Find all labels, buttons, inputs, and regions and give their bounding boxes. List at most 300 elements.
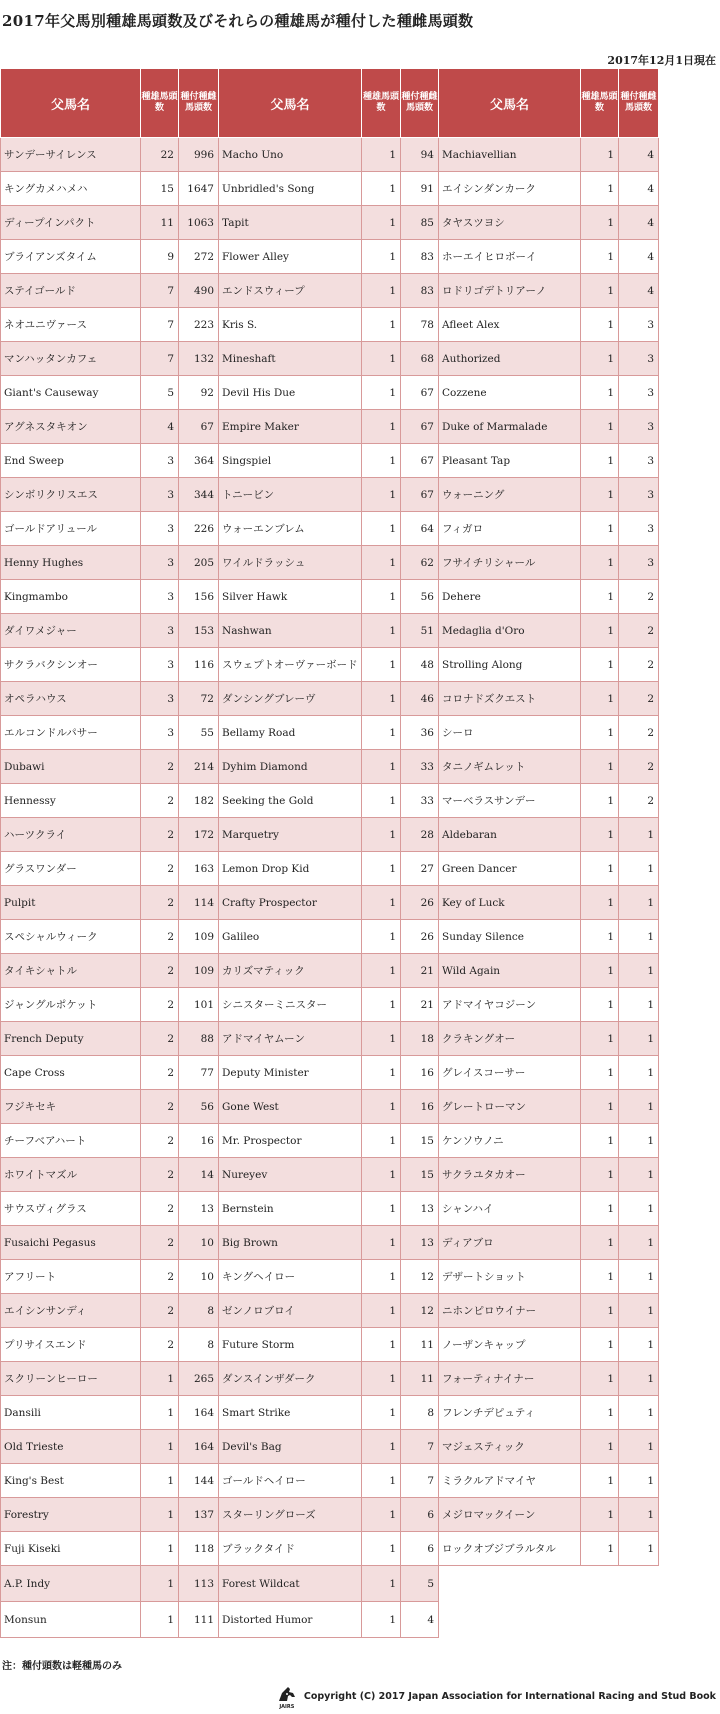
mares-bred-cell: 1 xyxy=(619,1396,659,1430)
mares-bred-cell: 27 xyxy=(401,852,439,886)
mares-bred-cell: 1 xyxy=(619,818,659,852)
stallion-count-cell: 1 xyxy=(362,1328,401,1362)
copyright-text: Copyright (C) 2017 Japan Association for International Racing and Stud Book xyxy=(303,1690,716,1702)
mares-bred-cell: 205 xyxy=(179,546,219,580)
mares-bred-cell: 265 xyxy=(179,1362,219,1396)
mares-bred-cell: 13 xyxy=(401,1192,439,1226)
mares-bred-cell: 85 xyxy=(401,206,439,240)
sire-name-cell: Galileo xyxy=(219,920,362,954)
table-row xyxy=(439,1532,659,1566)
stallion-count-cell: 1 xyxy=(141,1566,179,1602)
mares-bred-cell: 2 xyxy=(619,614,659,648)
stallion-count-cell: 1 xyxy=(581,580,619,614)
stallion-count-cell: 1 xyxy=(362,784,401,818)
stallion-count-cell: 1 xyxy=(581,1464,619,1498)
table-row xyxy=(439,1260,659,1294)
mares-bred-cell: 4 xyxy=(619,138,659,172)
table-row xyxy=(219,1328,439,1362)
mares-bred-cell: 10 xyxy=(179,1226,219,1260)
header-stallion-count: 種雄馬頭数 xyxy=(581,69,619,138)
stallion-count-cell: 3 xyxy=(141,648,179,682)
stallion-count-cell: 9 xyxy=(141,240,179,274)
table-row xyxy=(439,1464,659,1498)
sire-name-cell: シャンハイ xyxy=(439,1192,581,1226)
mares-bred-cell: 62 xyxy=(401,546,439,580)
logo-text: JAIRS xyxy=(279,1704,295,1710)
mares-bred-cell: 214 xyxy=(179,750,219,784)
table-row xyxy=(1,1056,219,1090)
sire-name-cell: A.P. Indy xyxy=(1,1566,141,1602)
table-row xyxy=(1,1294,219,1328)
sire-name-cell: エイシンダンカーク xyxy=(439,172,581,206)
mares-bred-cell: 109 xyxy=(179,920,219,954)
sire-name-cell: シニスターミニスター xyxy=(219,988,362,1022)
stallion-count-cell: 22 xyxy=(141,138,179,172)
sire-name-cell: Big Brown xyxy=(219,1226,362,1260)
table-row xyxy=(219,614,439,648)
stallion-count-cell: 3 xyxy=(141,580,179,614)
stallion-count-cell: 2 xyxy=(141,920,179,954)
stallion-count-cell: 2 xyxy=(141,886,179,920)
sire-name-cell: クラキングオー xyxy=(439,1022,581,1056)
sire-name-cell: フィガロ xyxy=(439,512,581,546)
stallion-count-cell: 2 xyxy=(141,1124,179,1158)
mares-bred-cell: 3 xyxy=(619,308,659,342)
table-row xyxy=(219,1226,439,1260)
sire-name-cell: チーフベアハート xyxy=(1,1124,141,1158)
page-title: 2017年父馬別種雄馬頭数及びそれらの種雄馬が種付した種雌馬頭数 xyxy=(2,12,474,30)
sire-name-cell: マンハッタンカフェ xyxy=(1,342,141,376)
mares-bred-cell: 1 xyxy=(619,1430,659,1464)
table-row xyxy=(439,1498,659,1532)
sire-name-cell: Marquetry xyxy=(219,818,362,852)
sire-name-cell: Kingmambo xyxy=(1,580,141,614)
mares-bred-cell: 67 xyxy=(401,376,439,410)
mares-bred-cell: 164 xyxy=(179,1430,219,1464)
stallion-count-cell: 3 xyxy=(141,444,179,478)
sire-name-cell: Dansili xyxy=(1,1396,141,1430)
mares-bred-cell: 67 xyxy=(179,410,219,444)
sire-name-cell: ニホンピロウイナー xyxy=(439,1294,581,1328)
sire-name-cell: Flower Alley xyxy=(219,240,362,274)
sire-name-cell: ステイゴールド xyxy=(1,274,141,308)
stallion-count-cell: 1 xyxy=(362,1602,401,1638)
sire-name-cell: Nureyev xyxy=(219,1158,362,1192)
mares-bred-cell: 91 xyxy=(401,172,439,206)
sire-name-cell: タニノギムレット xyxy=(439,750,581,784)
mares-bred-cell: 4 xyxy=(619,240,659,274)
header-stallion-count: 種雄馬頭数 xyxy=(362,69,401,138)
sire-name-cell: Unbridled's Song xyxy=(219,172,362,206)
sire-name-cell: キングカメハメハ xyxy=(1,172,141,206)
mares-bred-cell: 1 xyxy=(619,1056,659,1090)
mares-bred-cell: 164 xyxy=(179,1396,219,1430)
sire-name-cell: グレートローマン xyxy=(439,1090,581,1124)
table-row xyxy=(219,852,439,886)
mares-bred-cell: 2 xyxy=(619,750,659,784)
sire-name-cell: Cape Cross xyxy=(1,1056,141,1090)
sire-name-cell: アドマイヤムーン xyxy=(219,1022,362,1056)
table-row xyxy=(219,1430,439,1464)
table-row xyxy=(1,172,219,206)
table-row xyxy=(439,138,659,172)
stallion-count-cell: 1 xyxy=(581,444,619,478)
horse-logo-icon xyxy=(276,1685,298,1710)
mares-bred-cell: 490 xyxy=(179,274,219,308)
stallion-count-cell: 2 xyxy=(141,1090,179,1124)
sire-name-cell: ノーザンキャップ xyxy=(439,1328,581,1362)
stallion-count-cell: 1 xyxy=(362,1158,401,1192)
mares-bred-cell: 16 xyxy=(401,1056,439,1090)
stallion-count-cell: 4 xyxy=(141,410,179,444)
mares-bred-cell: 2 xyxy=(619,784,659,818)
header-sire-name: 父馬名 xyxy=(439,69,581,138)
mares-bred-cell: 1 xyxy=(619,920,659,954)
stallion-count-cell: 3 xyxy=(141,716,179,750)
stallion-count-cell: 1 xyxy=(581,682,619,716)
stallion-count-cell: 1 xyxy=(362,172,401,206)
as-of-date: 2017年12月1日現在 xyxy=(607,54,716,67)
mares-bred-cell: 172 xyxy=(179,818,219,852)
stallion-count-cell: 1 xyxy=(581,1090,619,1124)
sire-name-cell: End Sweep xyxy=(1,444,141,478)
table-row xyxy=(1,580,219,614)
table-row xyxy=(219,784,439,818)
mares-bred-cell: 1 xyxy=(619,1362,659,1396)
mares-bred-cell: 55 xyxy=(179,716,219,750)
table-row xyxy=(439,954,659,988)
sire-name-cell: Green Dancer xyxy=(439,852,581,886)
sire-name-cell: Gone West xyxy=(219,1090,362,1124)
mares-bred-cell: 67 xyxy=(401,410,439,444)
stallion-count-cell: 1 xyxy=(362,648,401,682)
stallion-count-cell: 1 xyxy=(362,682,401,716)
mares-bred-cell: 64 xyxy=(401,512,439,546)
stallion-count-cell: 1 xyxy=(362,1498,401,1532)
table-row xyxy=(1,1464,219,1498)
mares-bred-cell: 2 xyxy=(619,682,659,716)
table-row xyxy=(219,1090,439,1124)
sire-name-cell: Medaglia d'Oro xyxy=(439,614,581,648)
sire-name-cell: Dyhim Diamond xyxy=(219,750,362,784)
mares-bred-cell: 4 xyxy=(619,274,659,308)
stallion-count-cell: 2 xyxy=(141,1056,179,1090)
stallion-count-cell: 1 xyxy=(141,1464,179,1498)
stallion-count-cell: 7 xyxy=(141,342,179,376)
stallion-count-cell: 1 xyxy=(141,1430,179,1464)
stallion-count-cell: 2 xyxy=(141,1158,179,1192)
stallion-count-cell: 2 xyxy=(141,1260,179,1294)
table-row xyxy=(1,274,219,308)
sire-table-column-1 xyxy=(0,68,219,1638)
sire-name-cell: ロドリゴデトリアーノ xyxy=(439,274,581,308)
footnote: 注：種付頭数は軽種馬のみ xyxy=(2,1661,122,1672)
table-row xyxy=(1,342,219,376)
sire-name-cell: プリサイスエンド xyxy=(1,1328,141,1362)
stallion-count-cell: 1 xyxy=(362,444,401,478)
table-row xyxy=(1,1022,219,1056)
stallion-count-cell: 5 xyxy=(141,376,179,410)
sire-name-cell: Old Trieste xyxy=(1,1430,141,1464)
stallion-count-cell: 1 xyxy=(581,886,619,920)
sire-name-cell: グラスワンダー xyxy=(1,852,141,886)
stallion-count-cell: 2 xyxy=(141,852,179,886)
table-row xyxy=(219,886,439,920)
sire-name-cell: ジャングルポケット xyxy=(1,988,141,1022)
stallion-count-cell: 1 xyxy=(362,1294,401,1328)
mares-bred-cell: 46 xyxy=(401,682,439,716)
table-row xyxy=(219,172,439,206)
table-row xyxy=(219,546,439,580)
sire-name-cell: ロックオブジブラルタル xyxy=(439,1532,581,1566)
stallion-count-cell: 1 xyxy=(581,1124,619,1158)
mares-bred-cell: 226 xyxy=(179,512,219,546)
stallion-count-cell: 1 xyxy=(362,1124,401,1158)
sire-name-cell: Devil His Due xyxy=(219,376,362,410)
stallion-count-cell: 1 xyxy=(362,920,401,954)
mares-bred-cell: 16 xyxy=(179,1124,219,1158)
stallion-count-cell: 1 xyxy=(581,784,619,818)
table-row xyxy=(439,410,659,444)
stallion-count-cell: 1 xyxy=(362,614,401,648)
mares-bred-cell: 21 xyxy=(401,988,439,1022)
table-row xyxy=(439,818,659,852)
sire-name-cell: キングヘイロー xyxy=(219,1260,362,1294)
stallion-count-cell: 1 xyxy=(362,852,401,886)
stallion-count-cell: 2 xyxy=(141,1328,179,1362)
table-row xyxy=(219,1022,439,1056)
mares-bred-cell: 1 xyxy=(619,852,659,886)
mares-bred-cell: 36 xyxy=(401,716,439,750)
stallion-count-cell: 1 xyxy=(581,1056,619,1090)
mares-bred-cell: 12 xyxy=(401,1260,439,1294)
header-sire-name: 父馬名 xyxy=(1,69,141,138)
sire-name-cell: ディアブロ xyxy=(439,1226,581,1260)
stallion-count-cell: 1 xyxy=(581,342,619,376)
stallion-count-cell: 1 xyxy=(362,716,401,750)
sire-name-cell: カリズマティック xyxy=(219,954,362,988)
mares-bred-cell: 4 xyxy=(619,206,659,240)
mares-bred-cell: 113 xyxy=(179,1566,219,1602)
stallion-count-cell: 1 xyxy=(362,750,401,784)
sire-name-cell: King's Best xyxy=(1,1464,141,1498)
sire-name-cell: デザートショット xyxy=(439,1260,581,1294)
mares-bred-cell: 51 xyxy=(401,614,439,648)
table-row xyxy=(219,954,439,988)
mares-bred-cell: 1 xyxy=(619,1328,659,1362)
sire-name-cell: マジェスティック xyxy=(439,1430,581,1464)
table-row xyxy=(1,682,219,716)
mares-bred-cell: 8 xyxy=(179,1328,219,1362)
stallion-count-cell: 15 xyxy=(141,172,179,206)
header-mares-bred: 種付種雌馬頭数 xyxy=(401,69,439,138)
sire-name-cell: シンボリクリスエス xyxy=(1,478,141,512)
table-row xyxy=(1,376,219,410)
table-row xyxy=(1,1328,219,1362)
table-row xyxy=(219,1192,439,1226)
table-row xyxy=(439,920,659,954)
mares-bred-cell: 2 xyxy=(619,580,659,614)
table-row xyxy=(1,1124,219,1158)
mares-bred-cell: 18 xyxy=(401,1022,439,1056)
stallion-count-cell: 1 xyxy=(581,1532,619,1566)
mares-bred-cell: 15 xyxy=(401,1124,439,1158)
stallion-count-cell: 2 xyxy=(141,954,179,988)
sire-name-cell: Henny Hughes xyxy=(1,546,141,580)
table-row xyxy=(1,1158,219,1192)
sire-name-cell: Pulpit xyxy=(1,886,141,920)
mares-bred-cell: 1 xyxy=(619,1532,659,1566)
table-row xyxy=(439,478,659,512)
sire-name-cell: マーベラスサンデー xyxy=(439,784,581,818)
table-row xyxy=(439,1158,659,1192)
sire-name-cell: ゴールドヘイロー xyxy=(219,1464,362,1498)
header-sire-name: 父馬名 xyxy=(219,69,362,138)
header-mares-bred: 種付種雌馬頭数 xyxy=(179,69,219,138)
table-row xyxy=(219,920,439,954)
table-row xyxy=(439,1226,659,1260)
sire-name-cell: エンドスウィープ xyxy=(219,274,362,308)
table-row xyxy=(219,1294,439,1328)
table-row xyxy=(1,1396,219,1430)
sire-name-cell: Machiavellian xyxy=(439,138,581,172)
mares-bred-cell: 13 xyxy=(401,1226,439,1260)
sire-name-cell: Wild Again xyxy=(439,954,581,988)
stallion-count-cell: 1 xyxy=(362,818,401,852)
table-row xyxy=(439,1396,659,1430)
sire-name-cell: ブラックタイド xyxy=(219,1532,362,1566)
table-row xyxy=(219,716,439,750)
mares-bred-cell: 223 xyxy=(179,308,219,342)
sire-name-cell: サクラバクシンオー xyxy=(1,648,141,682)
mares-bred-cell: 1 xyxy=(619,1260,659,1294)
sire-name-cell: メジロマックイーン xyxy=(439,1498,581,1532)
table-row xyxy=(1,954,219,988)
mares-bred-cell: 7 xyxy=(401,1464,439,1498)
mares-bred-cell: 3 xyxy=(619,512,659,546)
table-row xyxy=(1,1602,219,1638)
stallion-count-cell: 1 xyxy=(362,988,401,1022)
stallion-count-cell: 1 xyxy=(581,1430,619,1464)
stallion-count-cell: 1 xyxy=(581,1328,619,1362)
mares-bred-cell: 28 xyxy=(401,818,439,852)
mares-bred-cell: 2 xyxy=(619,648,659,682)
mares-bred-cell: 4 xyxy=(401,1602,439,1638)
table-row xyxy=(219,478,439,512)
stallion-count-cell: 1 xyxy=(362,1022,401,1056)
stallion-count-cell: 2 xyxy=(141,1226,179,1260)
stallion-count-cell: 1 xyxy=(581,852,619,886)
table-row xyxy=(439,1056,659,1090)
table-row xyxy=(1,614,219,648)
sire-name-cell: シーロ xyxy=(439,716,581,750)
table-row xyxy=(219,1056,439,1090)
mares-bred-cell: 1 xyxy=(619,1022,659,1056)
sire-name-cell: Fuji Kiseki xyxy=(1,1532,141,1566)
table-row xyxy=(1,444,219,478)
sire-name-cell: ケンソウノニ xyxy=(439,1124,581,1158)
table-row xyxy=(439,1328,659,1362)
mares-bred-cell: 156 xyxy=(179,580,219,614)
sire-name-cell: Macho Uno xyxy=(219,138,362,172)
mares-bred-cell: 21 xyxy=(401,954,439,988)
stallion-count-cell: 2 xyxy=(141,750,179,784)
sire-name-cell: Giant's Causeway xyxy=(1,376,141,410)
table-row xyxy=(1,988,219,1022)
stallion-count-cell: 1 xyxy=(362,410,401,444)
sire-name-cell: Seeking the Gold xyxy=(219,784,362,818)
mares-bred-cell: 3 xyxy=(619,410,659,444)
table-row xyxy=(219,1396,439,1430)
stallion-count-cell: 1 xyxy=(362,342,401,376)
sire-name-cell: Devil's Bag xyxy=(219,1430,362,1464)
sire-name-cell: アグネスタキオン xyxy=(1,410,141,444)
sire-name-cell: ダンスインザダーク xyxy=(219,1362,362,1396)
stallion-count-cell: 1 xyxy=(581,376,619,410)
mares-bred-cell: 14 xyxy=(179,1158,219,1192)
table-row xyxy=(439,308,659,342)
sire-name-cell: Aldebaran xyxy=(439,818,581,852)
table-row xyxy=(219,1158,439,1192)
stallion-count-cell: 2 xyxy=(141,1294,179,1328)
mares-bred-cell: 11 xyxy=(401,1328,439,1362)
sire-name-cell: スクリーンヒーロー xyxy=(1,1362,141,1396)
mares-bred-cell: 67 xyxy=(401,478,439,512)
mares-bred-cell: 15 xyxy=(401,1158,439,1192)
mares-bred-cell: 344 xyxy=(179,478,219,512)
sire-name-cell: フサイチリシャール xyxy=(439,546,581,580)
mares-bred-cell: 116 xyxy=(179,648,219,682)
table-row xyxy=(439,580,659,614)
mares-bred-cell: 83 xyxy=(401,240,439,274)
stallion-count-cell: 2 xyxy=(141,988,179,1022)
sire-name-cell: Dehere xyxy=(439,580,581,614)
sire-name-cell: エイシンサンディ xyxy=(1,1294,141,1328)
mares-bred-cell: 56 xyxy=(179,1090,219,1124)
table-row xyxy=(439,1090,659,1124)
stallion-count-cell: 1 xyxy=(362,1566,401,1602)
mares-bred-cell: 132 xyxy=(179,342,219,376)
stallion-count-cell: 1 xyxy=(362,1260,401,1294)
sire-name-cell: ダンシングブレーヴ xyxy=(219,682,362,716)
stallion-count-cell: 3 xyxy=(141,682,179,716)
sire-name-cell: アフリート xyxy=(1,1260,141,1294)
table-row xyxy=(219,274,439,308)
stallion-count-cell: 7 xyxy=(141,274,179,308)
table-row xyxy=(439,444,659,478)
table-row xyxy=(219,750,439,784)
table-row xyxy=(219,308,439,342)
table-row xyxy=(219,1566,439,1602)
mares-bred-cell: 1 xyxy=(619,1498,659,1532)
table-row xyxy=(1,1362,219,1396)
sire-name-cell: Nashwan xyxy=(219,614,362,648)
stallion-count-cell: 1 xyxy=(362,1532,401,1566)
stallion-count-cell: 1 xyxy=(362,512,401,546)
mares-bred-cell: 109 xyxy=(179,954,219,988)
mares-bred-cell: 3 xyxy=(619,342,659,376)
stallion-count-cell: 1 xyxy=(581,1498,619,1532)
mares-bred-cell: 83 xyxy=(401,274,439,308)
stallion-count-cell: 1 xyxy=(581,954,619,988)
mares-bred-cell: 153 xyxy=(179,614,219,648)
sire-name-cell: Tapit xyxy=(219,206,362,240)
stallion-count-cell: 1 xyxy=(141,1498,179,1532)
mares-bred-cell: 137 xyxy=(179,1498,219,1532)
table-row xyxy=(219,1260,439,1294)
table-row xyxy=(1,1498,219,1532)
sire-name-cell: Sunday Silence xyxy=(439,920,581,954)
